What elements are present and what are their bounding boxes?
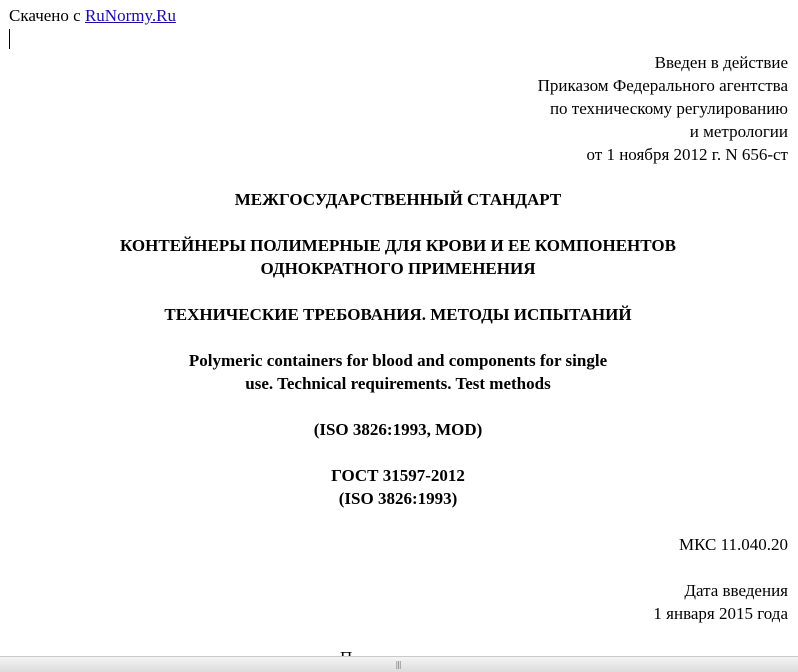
english-title-line: Polymeric containers for blood and components for single	[188, 351, 608, 370]
horizontal-scrollbar[interactable]	[0, 656, 798, 672]
enactment-line: от 1 ноября 2012 г. N 656-ст	[586, 145, 788, 164]
intro-line: 1 января 2015 года	[653, 604, 788, 623]
source-line	[9, 6, 176, 26]
intro-line: Дата введения	[684, 581, 788, 600]
enactment-line: Введен в действие	[654, 53, 788, 72]
grip-lines-icon[interactable]: |||	[395, 660, 401, 669]
enactment-block	[538, 51, 788, 166]
standard-type: МЕЖГОСУДАРСТВЕННЫЙ СТАНДАРТ	[234, 190, 562, 209]
enactment-line: и метрологии	[689, 122, 788, 141]
title-line: ОДНОКРАТНОГО ПРИМЕНЕНИЯ	[260, 259, 536, 278]
runormy-link[interactable]: RuNormy.Ru	[84, 6, 176, 25]
gost-line: (ISO 3826:1993)	[338, 489, 458, 508]
english-title	[0, 349, 796, 395]
text-caret	[9, 29, 10, 49]
title-line: КОНТЕЙНЕРЫ ПОЛИМЕРНЫЕ ДЛЯ КРОВИ И ЕЕ КОМПОНЕНТОВ	[120, 236, 676, 255]
document-title	[0, 234, 796, 280]
enactment-line: Приказом Федерального агентства	[537, 76, 788, 95]
gost-designation	[0, 464, 796, 510]
document-subtitle: ТЕХНИЧЕСКИЕ ТРЕБОВАНИЯ. МЕТОДЫ ИСПЫТАНИЙ	[164, 305, 632, 324]
introduction-date	[653, 579, 788, 625]
gost-line: ГОСТ 31597-2012	[331, 466, 465, 485]
english-title-line: use. Technical requirements. Test methods	[245, 374, 551, 393]
mks-code: МКС 11.040.20	[679, 535, 788, 554]
iso-reference: (ISO 3826:1993, MOD)	[313, 420, 483, 439]
enactment-line: по техническому регулированию	[549, 99, 788, 118]
source-prefix: Скачено с	[9, 6, 85, 25]
